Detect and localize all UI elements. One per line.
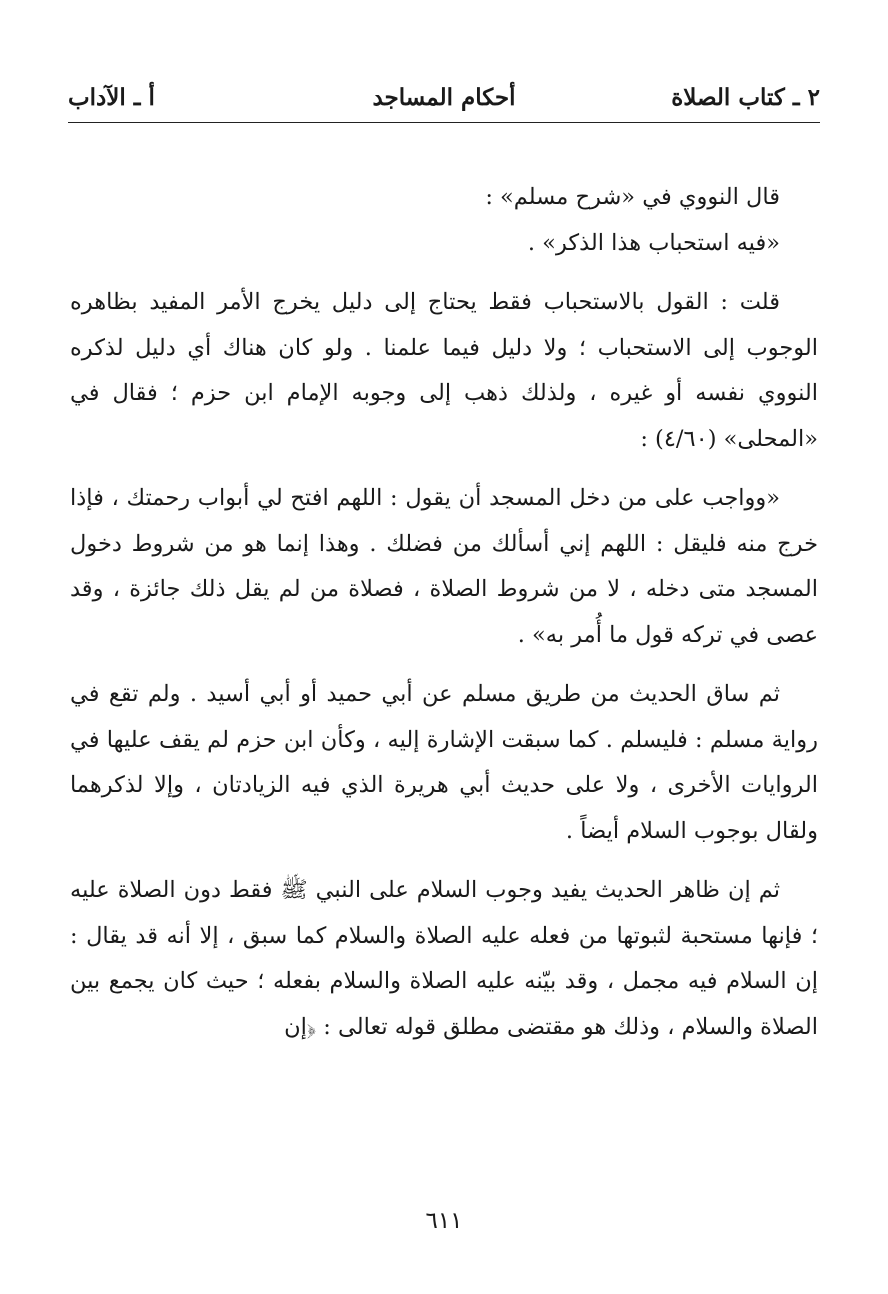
header-rule xyxy=(68,122,820,123)
header-subsection: أ ـ الآداب xyxy=(68,84,155,111)
header-chapter: ٢ ـ كتاب الصلاة xyxy=(671,84,820,111)
running-header xyxy=(68,80,820,120)
paragraph: «فيه استحباب هذا الذكر» . xyxy=(527,229,780,256)
body-text xyxy=(70,175,818,1050)
paragraph: قال النووي في «شرح مسلم» : xyxy=(485,184,780,210)
paragraph: «وواجب على من دخل المسجد أن يقول : اللهم افتح لي أبواب رحمتك ، فإذا خرج منه فليقل : اللهم إني أسألك من فضلك . وهذا إنما هو من شروط دخول المسجد متى دخله ، لا من شروط الصلاة ، فصلاة من لم يقل ذلك جائزة ، وقد عصى في تركه قول ما أُمر به» . xyxy=(70,485,818,648)
paragraph: ثم إن ظاهر الحديث يفيد وجوب السلام على النبي ﷺ فقط دون الصلاة عليه ؛ فإنها مستحبة لثبوتها من فعله عليه الصلاة والسلام كما سبق ، إلا أنه قد يقال : إن السلام فيه مجمل ، وقد بيّنه عليه الصلاة والسلام بفعله ؛ حيث كان يجمع بين الصلاة والسلام ، وذلك هو مقتضى مطلق قوله تعالى : ﴿إن xyxy=(70,877,818,1040)
paragraph: قلت : القول بالاستحباب فقط يحتاج إلى دليل يخرج الأمر المفيد بظاهره الوجوب إلى الاستحباب ؛ ولا دليل فيما علمنا . ولو كان هناك أي دليل لذكره النووي نفسه أو غيره ، ولذلك ذهب إلى وجوبه الإمام ابن حزم ؛ فقال في «المحلى» (٤/٦٠) : xyxy=(70,289,818,452)
paragraph: ثم ساق الحديث من طريق مسلم عن أبي حميد أو أبي أسيد . ولم تقع في رواية مسلم : فليسلم . كما سبقت الإشارة إليه ، وكأن ابن حزم لم يقف عليها في الروايات الأخرى ، ولا على حديث أبي هريرة الذي فيه الزيادتان ، وإلا لذكرهما ولقال بوجوب السلام أيضاً . xyxy=(70,681,818,844)
header-section-title: أحكام المساجد xyxy=(372,84,516,111)
page-number: ٦١١ xyxy=(425,1208,463,1234)
